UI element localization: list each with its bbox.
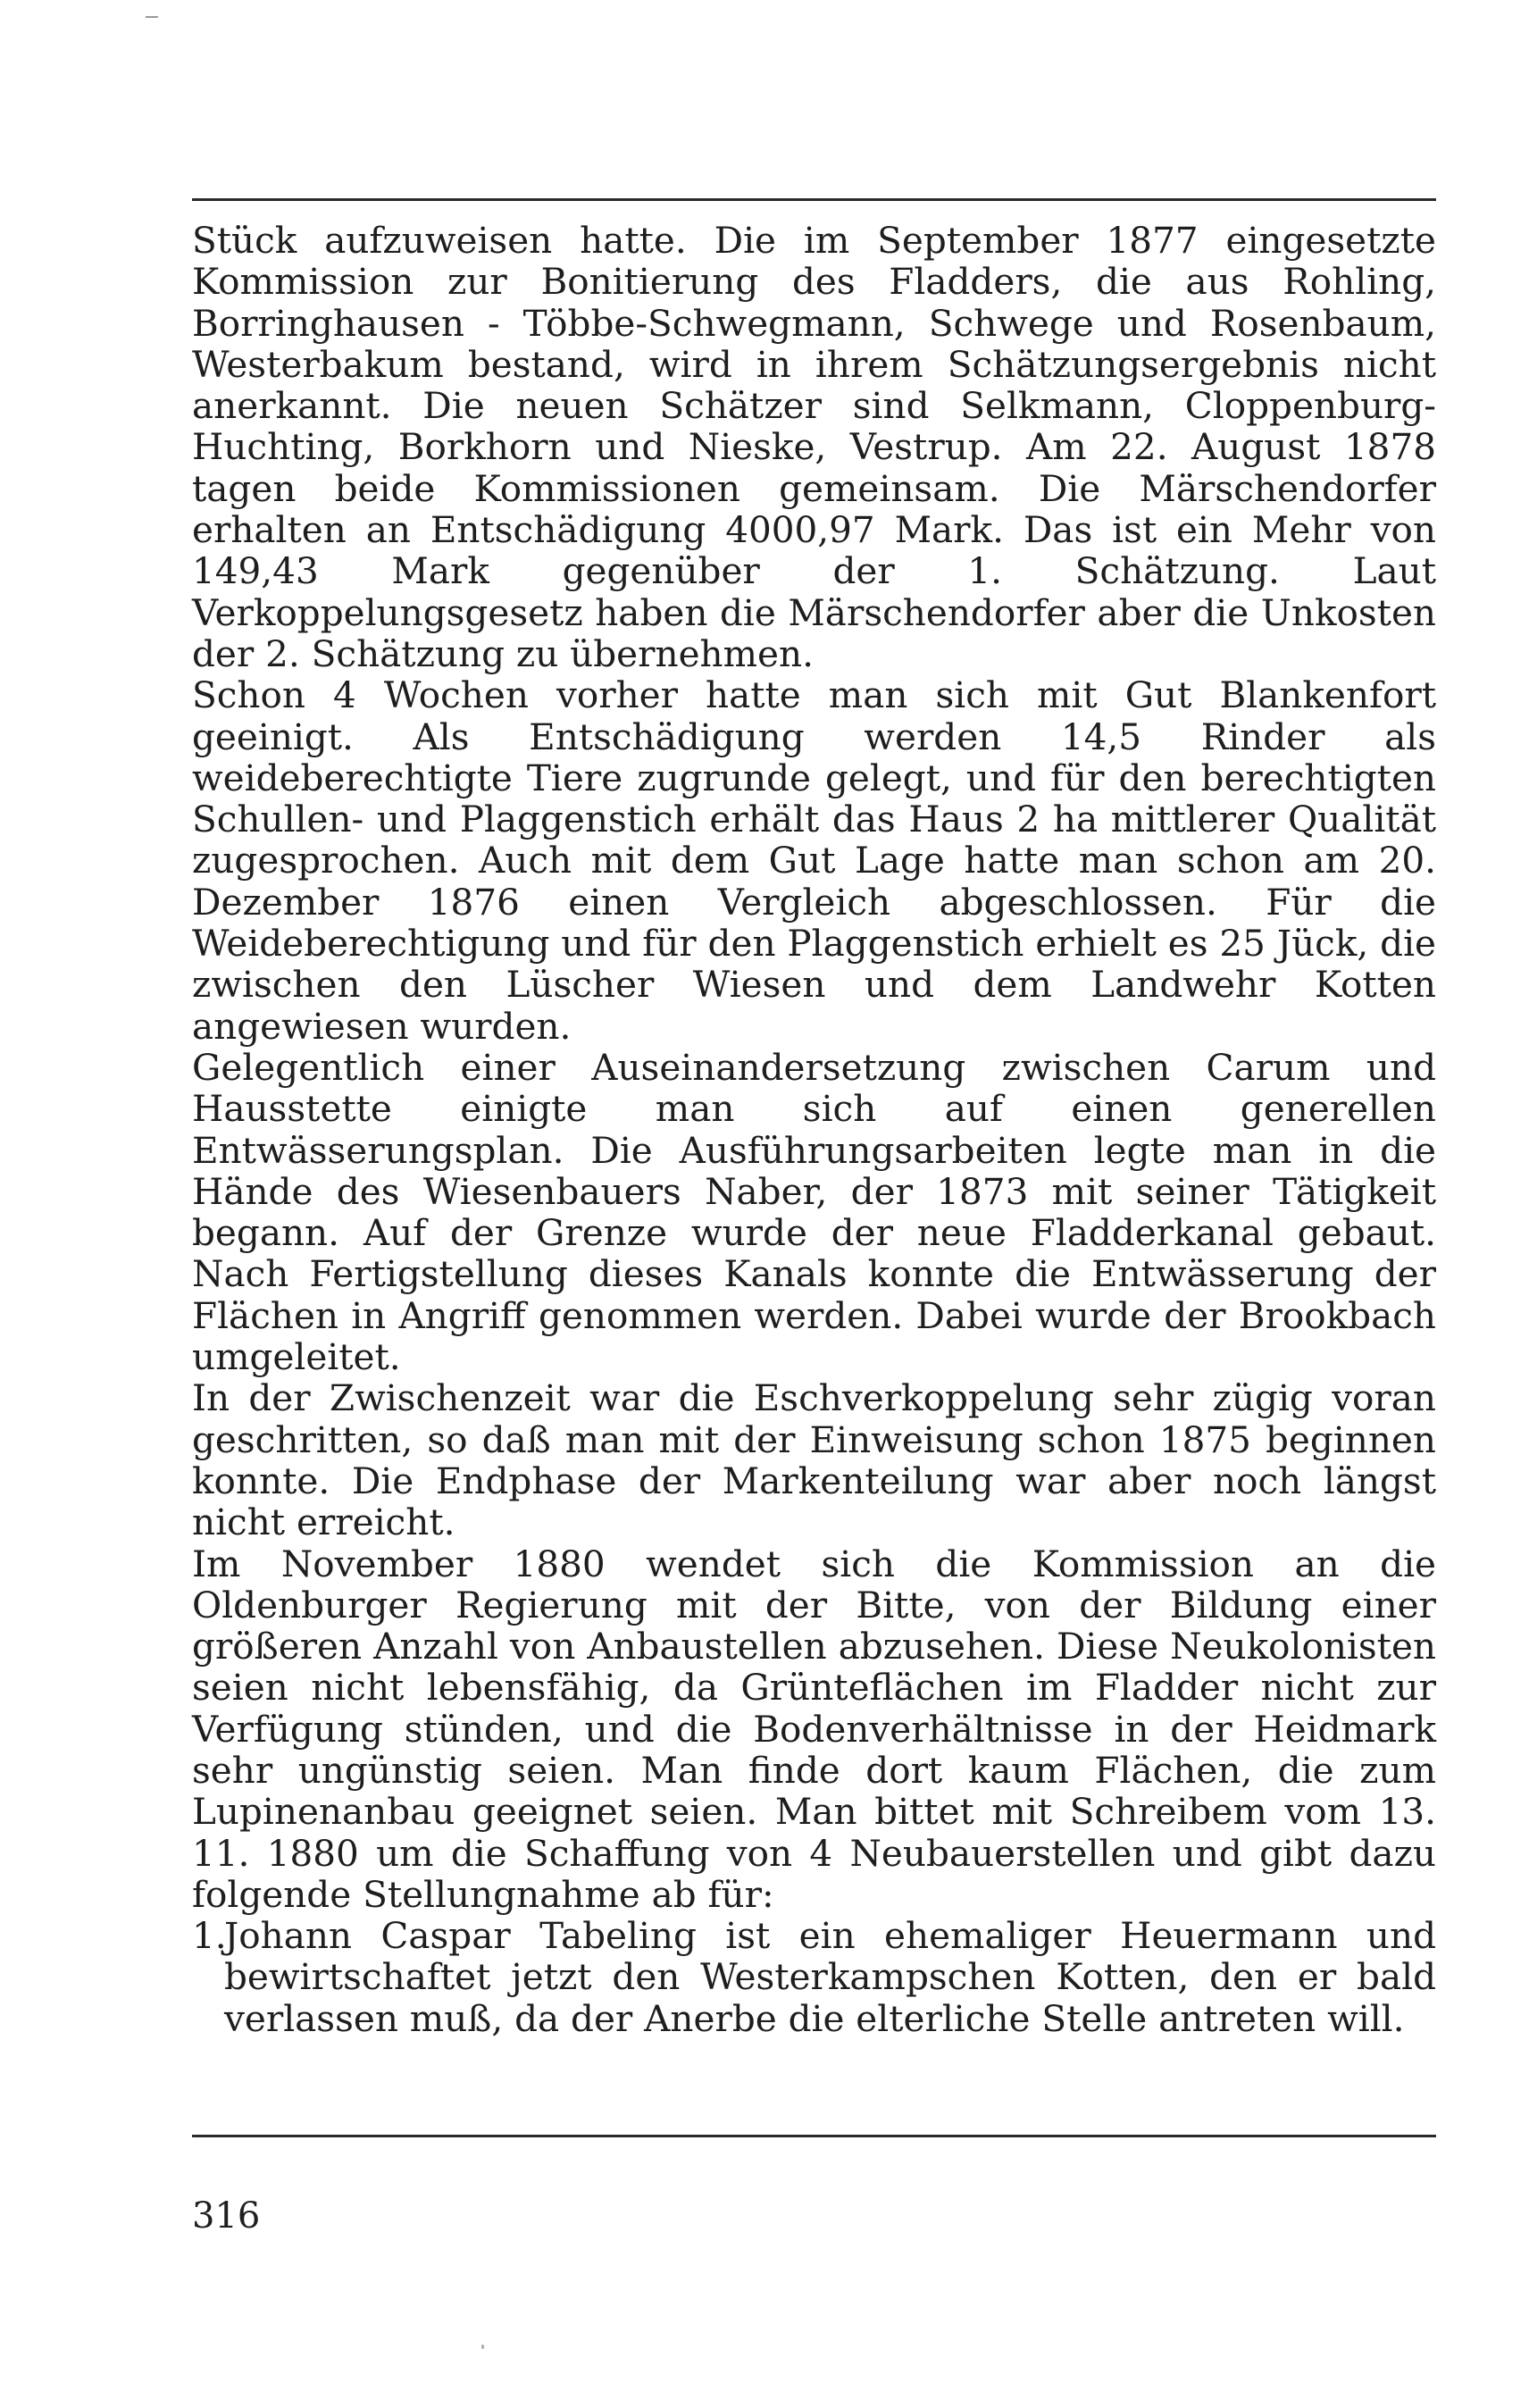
corner-mark <box>146 16 158 18</box>
list-item-number: 1. <box>192 1914 227 1958</box>
paragraph-1: Stück aufzuweisen hatte. Die im September 1877 eingesetzte Kommission zur Bonitierung des Fladders, die aus Rohling, Borringhausen - Többe-Schwegmann, Schwege und Rosenbaum, Westerbakum bestand, wird in ihrem Schätzungsergebnis nicht anerkannt. Die neuen Schätzer sind Selkmann, Cloppenburg-Huchting, Borkhorn und Nieske, Vestrup. Am 22. August 1878 tagen beide Kommissionen gemeinsam. Die Märschendorfer erhalten an Entschädigung 4000,97 Mark. Das ist ein Mehr von 149,43 Mark gegenüber der 1. Schätzung. Laut Verkoppelungsgesetz haben die Märschendorfer aber die Unkosten der 2. Schätzung zu übernehmen. <box>192 219 1436 675</box>
list-item <box>192 1915 1436 2039</box>
paragraph-4: In der Zwischenzeit war die Eschverkoppelung sehr zügig voran geschritten, so daß man mit der Einweisung schon 1875 beginnen konnte. Die Endphase der Markenteilung war aber noch längst nicht erreicht. <box>192 1376 1436 1544</box>
page-number: 316 <box>192 2195 261 2237</box>
paragraph-3: Gelegentlich einer Auseinandersetzung zwischen Carum und Hausstette einigte man sich auf einen generellen Entwässerungsplan. Die Ausführungsarbeiten legte man in die Hände des Wiesenbauers Naber, der 1873 mit seiner Tätigkeit begann. Auf der Grenze wurde der neue Fladderkanal gebaut. Nach Fertigstellung dieses Kanals konnte die Entwässerung der Flächen in Angriff genommen werden. Dabei wurde der Brookbach umgeleitet. <box>192 1045 1436 1379</box>
paragraph-5: Im November 1880 wendet sich die Kommission an die Oldenburger Regierung mit der Bitte, von der Bildung einer größeren Anzahl von Anbaustellen abzusehen. Diese Neukolonisten seien nicht lebensfähig, da Grünteflächen im Fladder nicht zur Verfügung stünden, und die Bodenverhältnisse in der Heidmark sehr ungünstig seien. Man finde dort kaum Flächen, die zum Lupinenanbau geeignet seien. Man bittet mit Schreibem vom 13. 11. 1880 um die Schaffung von 4 Neubauerstellen und gibt dazu folgende Stellungnahme ab für: <box>192 1542 1436 1916</box>
scan-speck <box>481 2345 484 2349</box>
list-item-text: Johann Caspar Tabeling ist ein ehemaliger Heuermann und bewirtschaftet jetzt den Westerkampschen Kotten, den er bald verlassen muß, da der Anerbe die elterliche Stelle antreten will. <box>224 1914 1436 2040</box>
bottom-rule <box>192 2135 1436 2137</box>
top-rule <box>192 198 1436 201</box>
paragraph-2: Schon 4 Wochen vorher hatte man sich mit Gut Blankenfort geeinigt. Als Entschädigung werden 14,5 Rinder als weideberechtigte Tiere zugrunde gelegt, und für den berechtigten Schullen- und Plaggenstich erhält das Haus 2 ha mittlerer Qualität zugesprochen. Auch mit dem Gut Lage hatte man schon am 20. Dezember 1876 einen Vergleich abgeschlossen. Für die Weideberechtigung und für den Plaggenstich erhielt es 25 Jück, die zwischen den Lüscher Wiesen und dem Landwehr Kotten angewiesen wurden. <box>192 673 1436 1048</box>
body-text <box>192 220 1436 2039</box>
